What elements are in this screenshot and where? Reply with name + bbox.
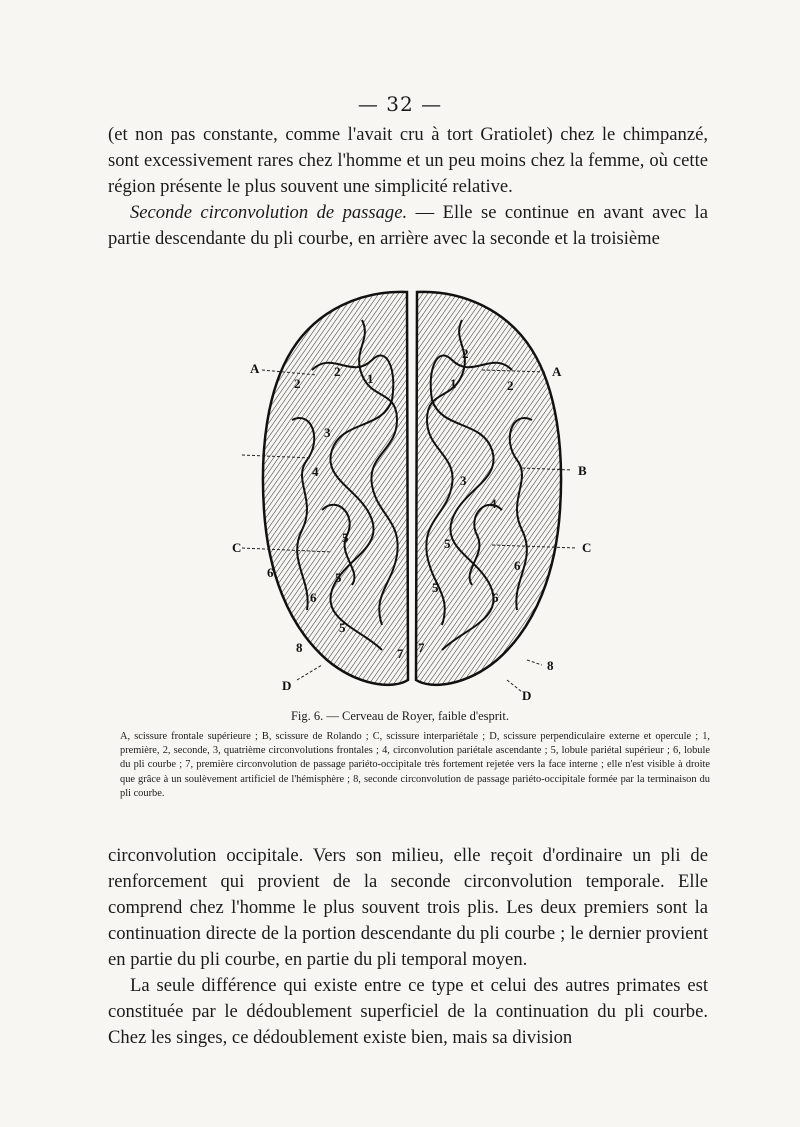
label-D-left: D	[282, 678, 292, 693]
label-C-left: C	[232, 540, 242, 555]
paragraph: La seule différence qui existe entre ce type et celui des autres primates est constituée par le dédoublement superficiel de la continuation du pli courbe. Chez les singes, ce dédoublement existe bien, mais sa division	[108, 975, 708, 1048]
paragraph: (et non pas constante, comme l'avait cru à tort Gratiolet) chez le chimpanzé, sont excessivement rares chez l'homme et un peu moins chez la femme, où cette région présente le plus souvent une simplicité relative.	[108, 124, 708, 197]
label-num: 8	[547, 658, 554, 673]
label-num: 4	[490, 496, 497, 511]
label-A-left: A	[250, 361, 260, 376]
label-num: 5	[444, 536, 451, 551]
label-num: 8	[296, 640, 303, 655]
label-A-right: A	[552, 364, 562, 379]
label-num: 2	[507, 378, 514, 393]
right-hemisphere	[416, 292, 561, 685]
label-num: 3	[460, 473, 467, 488]
figure-legend: A, scissure frontale supérieure ; B, scissure de Rolando ; C, scissure interpariétale ; D, scissure perpendiculaire externe et opercule ; 1, première, 2, seconde, 3, quatrième circonvolutions frontales ; 4, circonvolution pariétale ascendante ; 5, lobule pariétal supérieur ; 6, lobule du pli courbe ; 7, première circonvolution de passage pariéto-occipitale très fortement rejetée vers la face interne ; elle n'est visible à droite que grâce à un soulèvement artificiel de l'hémisphère ; 8, seconde circonvolution de passage pariéto-occipitale formée par la terminaison du pli courbe.	[120, 731, 710, 799]
label-num: 6	[310, 590, 317, 605]
label-num: 6	[492, 590, 499, 605]
label-num: 7	[397, 646, 404, 661]
label-num: 4	[312, 464, 319, 479]
section-title: Seconde circonvolution de passage.	[130, 202, 408, 223]
label-num: 1	[367, 371, 374, 386]
label-num: 2	[334, 364, 341, 379]
paragraph	[108, 200, 708, 252]
label-num: 5	[335, 570, 342, 585]
label-num: 1	[450, 376, 457, 391]
figure-caption: Fig. 6. — Cerveau de Royer, faible d'esprit.	[290, 709, 510, 723]
label-num: 5	[342, 530, 349, 545]
label-num: 7	[418, 640, 425, 655]
brain-figure	[222, 280, 602, 700]
label-num: 6	[267, 565, 274, 580]
paragraph-text: — Elle se continue en avant avec la partie descendante du pli courbe, en arrière avec la seconde et la troisième	[108, 202, 708, 249]
brain-illustration	[222, 280, 602, 700]
label-D-right: D	[522, 688, 532, 700]
top-text-block	[108, 122, 708, 252]
left-hemisphere	[263, 292, 408, 685]
bottom-text-block	[108, 843, 708, 1051]
label-num: 5	[339, 620, 346, 635]
label-num: 2	[294, 376, 301, 391]
label-num: 5	[432, 580, 439, 595]
label-num: 6	[514, 558, 521, 573]
label-C-right: C	[582, 540, 592, 555]
label-num: 3	[324, 425, 331, 440]
paragraph: circonvolution occipitale. Vers son milieu, elle reçoit d'ordinaire un pli de renforcement qui provient de la seconde circonvolution temporale. Elle comprend chez l'homme le plus souvent trois plis. Les deux premiers sont la continuation directe de la portion descendante du pli courbe ; le dernier provient en partie du pli courbe, en partie du pli temporal moyen.	[108, 845, 708, 970]
label-B: B	[578, 463, 587, 478]
page-number: — 32 —	[357, 92, 443, 116]
label-num: 2	[462, 346, 469, 361]
